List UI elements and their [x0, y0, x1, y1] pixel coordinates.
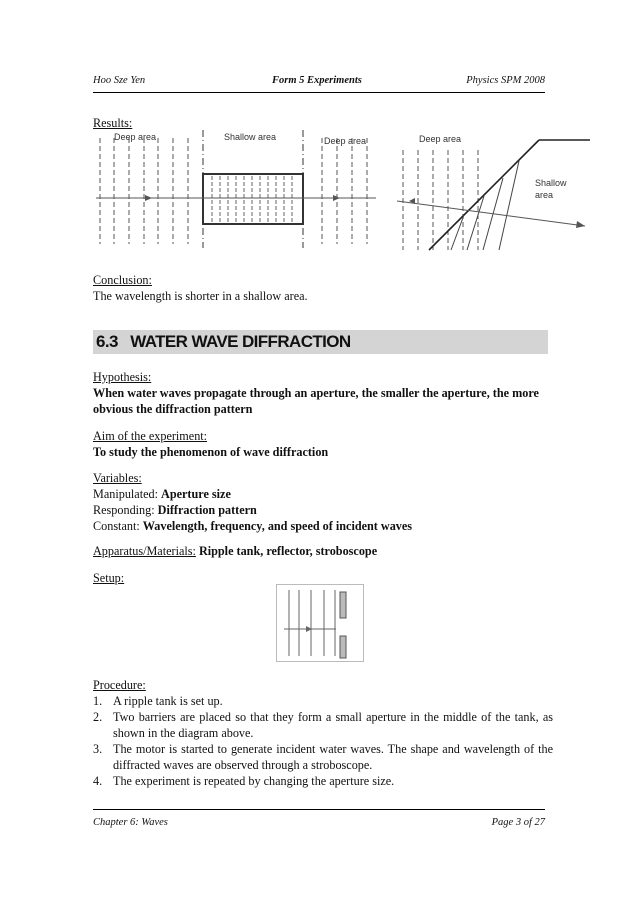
aim-text: To study the phenomenon of wave diffraction	[93, 445, 329, 459]
setup-label: Setup:	[93, 571, 125, 585]
fig2-area-label: area	[535, 190, 554, 200]
variable-constant: Constant: Wavelength, frequency, and speed of incident waves	[93, 519, 413, 533]
footer-page-number: Page 3 of 27	[491, 817, 545, 828]
fig1-shallow-label: Shallow area	[224, 132, 277, 142]
procedure-step: 1. A ripple tank is set up.	[93, 694, 223, 708]
results-figure-oblique-refraction	[395, 126, 595, 254]
aim	[93, 428, 553, 460]
procedure-step: 4. The experiment is repeated by changing the aperture size.	[93, 774, 395, 788]
conclusion-text: The wavelength is shorter in a shallow area.	[93, 289, 308, 303]
setup-diagram-aperture	[276, 584, 364, 662]
hypothesis-label: Hypothesis:	[93, 370, 152, 384]
procedure-label: Procedure:	[93, 678, 146, 692]
hypothesis	[93, 369, 553, 417]
apparatus-text: Ripple tank, reflector, stroboscope	[198, 544, 378, 558]
footer-rule	[93, 809, 545, 810]
apparatus	[93, 543, 553, 559]
header-title: Form 5 Experiments	[272, 75, 362, 86]
conclusion	[93, 272, 553, 304]
aim-label: Aim of the experiment:	[93, 429, 208, 443]
section-heading: 6.3 WATER WAVE DIFFRACTION	[93, 330, 548, 354]
fig1-deep-right-label: Deep area	[324, 136, 367, 146]
header-subject: Physics SPM 2008	[466, 75, 545, 86]
procedure-step: 3. The motor is started to generate incident water waves. The shape and wavelength of the diffracted waves are observed through a stroboscope.	[93, 742, 553, 772]
conclusion-label: Conclusion:	[93, 273, 152, 287]
footer-chapter: Chapter 6: Waves	[93, 817, 168, 828]
header-author: Hoo Sze Yen	[93, 75, 146, 86]
fig2-deep-label: Deep area	[419, 134, 462, 144]
fig1-deep-left-label: Deep area	[114, 132, 157, 142]
variables-label: Variables:	[93, 471, 142, 485]
procedure-steps	[93, 693, 553, 789]
procedure	[93, 677, 553, 789]
results-figure-refraction-strip	[92, 126, 380, 254]
header-rule	[93, 92, 545, 93]
variable-responding: Responding: Diffraction pattern	[93, 503, 257, 517]
procedure-step: 2. Two barriers are placed so that they form a small aperture in the middle of the tank, as shown in the diagram above.	[93, 710, 553, 740]
variables	[93, 470, 553, 534]
apparatus-label: Apparatus/Materials:	[93, 544, 196, 558]
results-label: Results:	[93, 116, 133, 130]
hypothesis-text: When water waves propagate through an aperture, the smaller the aperture, the more obvious the diffraction pattern	[93, 386, 539, 416]
fig2-shallow-label: Shallow	[535, 178, 567, 188]
variable-manipulated: Manipulated: Aperture size	[93, 487, 231, 501]
